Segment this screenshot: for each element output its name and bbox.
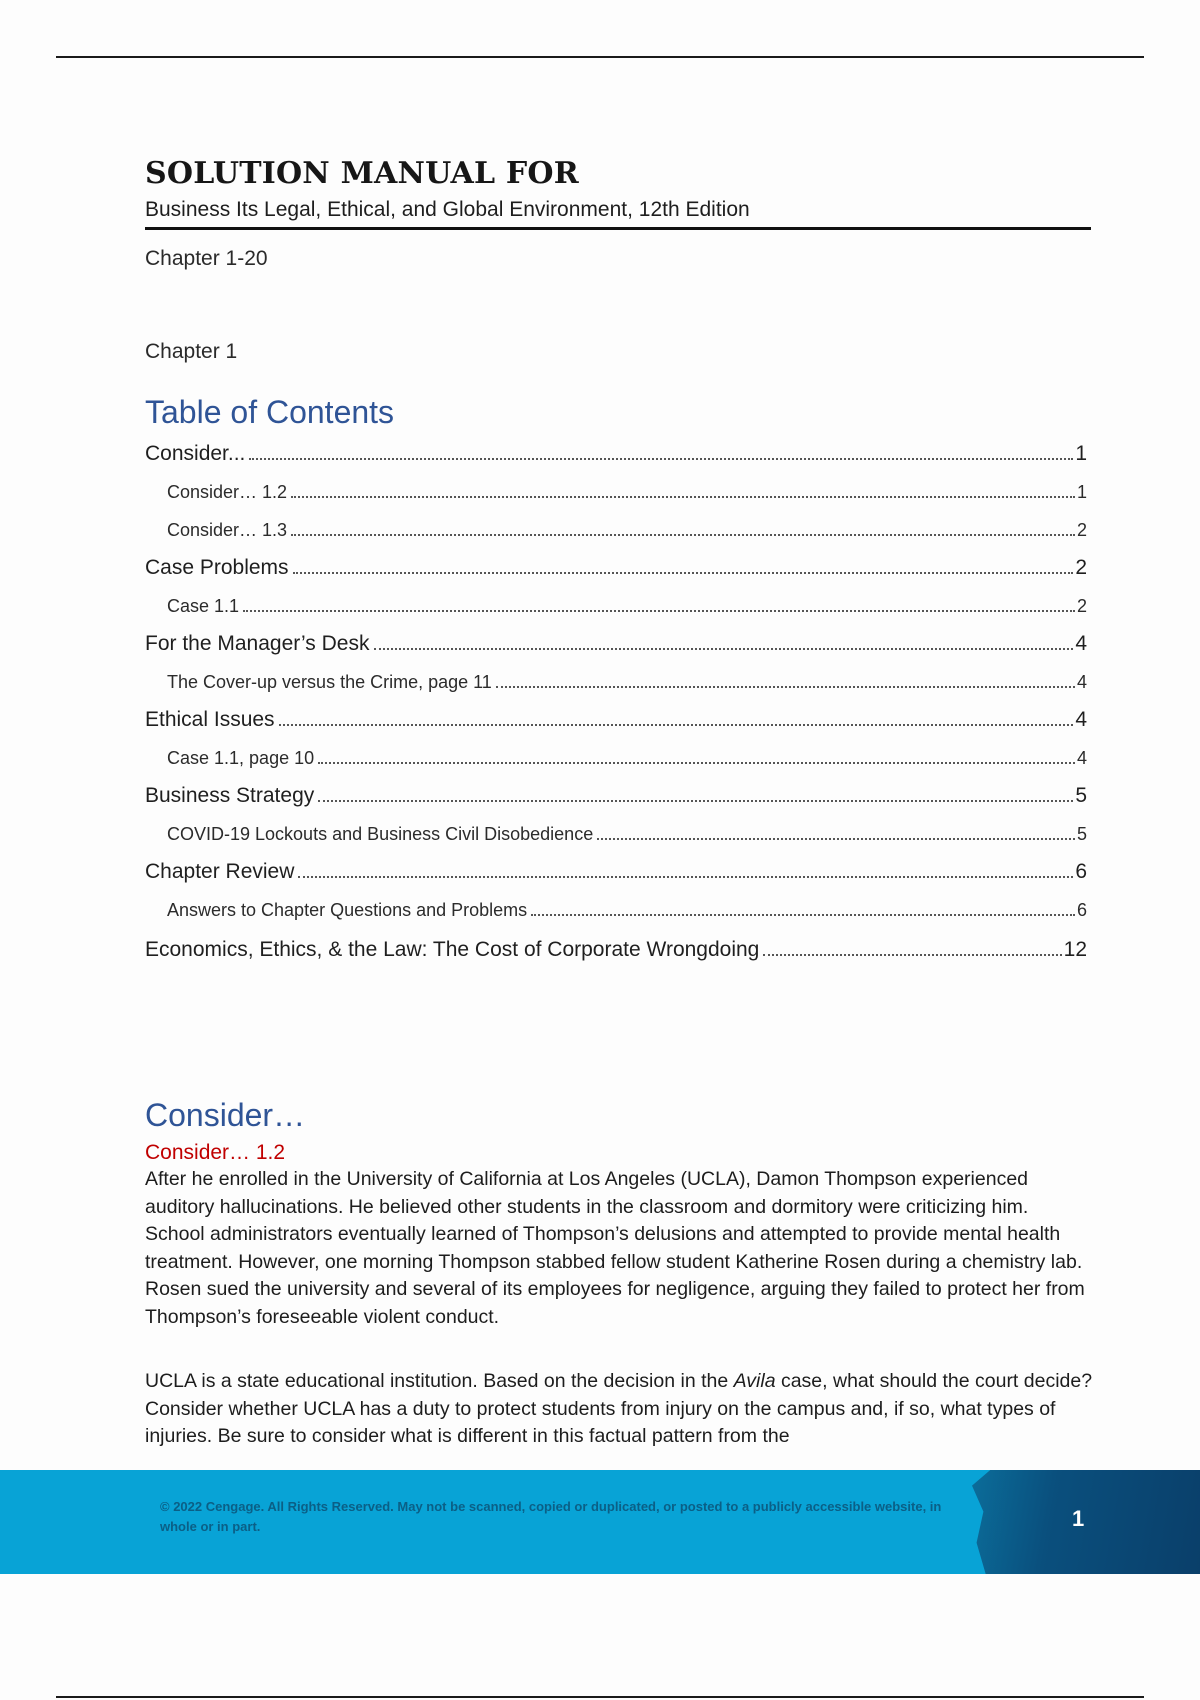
toc-entry[interactable] xyxy=(145,625,1087,663)
chapter-range: Chapter 1-20 xyxy=(145,247,268,270)
toc-entry-title: Case Problems xyxy=(145,556,289,579)
top-rule xyxy=(56,56,1144,58)
toc-entry[interactable] xyxy=(145,931,1087,969)
body-paragraph: After he enrolled in the University of California at Los Angeles (UCLA), Damon Thompson experienced auditory hallucinations. He believed other students in the classroom and dormitory were criticizing him. School administrators eventually learned of Thompson’s delusions and attempted to provide mental health treatment. However, one morning Thompson stabbed fellow student Katherine Rosen during a chemistry lab. Rosen sued the university and several of its employees for negligence, arguing they failed to protect her from Thompson’s foreseeable violent conduct. xyxy=(145,1168,1085,1328)
toc-entry-page: 2 xyxy=(1076,520,1087,540)
toc-entry[interactable] xyxy=(145,587,1087,625)
toc-entry-page: 4 xyxy=(1075,632,1087,655)
toc-leader xyxy=(291,534,1075,536)
toc-entry-page: 4 xyxy=(1076,748,1087,768)
toc-leader xyxy=(531,914,1075,916)
case-name: Avila xyxy=(733,1370,776,1392)
toc-leader xyxy=(374,648,1074,650)
toc-entry-page: 12 xyxy=(1063,938,1087,961)
body-paragraph xyxy=(145,1368,1093,1451)
toc-entry[interactable] xyxy=(145,549,1087,587)
toc-entry-title: Consider… 1.2 xyxy=(167,482,288,502)
copyright-notice: © 2022 Cengage. All Rights Reserved. May not be scanned, copied or duplicated, or posted to a publicly accessible website, in whole or in part. xyxy=(160,1499,942,1534)
toc-leader xyxy=(243,610,1075,612)
title-block xyxy=(145,156,1091,230)
toc-entry-page: 5 xyxy=(1075,784,1087,807)
page-number: 1 xyxy=(1072,1506,1085,1531)
toc-entry-page: 5 xyxy=(1076,824,1087,844)
chapter-label: Chapter 1 xyxy=(145,340,238,363)
toc-leader xyxy=(318,800,1073,802)
toc-entry[interactable] xyxy=(145,435,1087,473)
toc-entry-page: 4 xyxy=(1076,672,1087,692)
paragraph-text: case, what should the court decide? Consider whether UCLA has a duty to protect students from injury on the campus and, if so, what types of injuries. Be sure to consider what is different in this factual pattern from the xyxy=(145,1370,1093,1447)
toc-entry-page: 1 xyxy=(1075,442,1087,465)
toc-entry-title: For the Manager’s Desk xyxy=(145,632,370,655)
toc-leader xyxy=(496,686,1075,688)
page-footer xyxy=(0,1470,1200,1574)
toc-leader xyxy=(291,496,1075,498)
toc-entry-title: Economics, Ethics, & the Law: The Cost of Corporate Wrongdoing xyxy=(145,938,760,961)
toc-entry[interactable] xyxy=(145,473,1087,511)
section-subheading: Consider… 1.2 xyxy=(145,1141,286,1164)
document-title: SOLUTION MANUAL FOR xyxy=(145,156,579,191)
toc-entry[interactable] xyxy=(145,853,1087,891)
toc-entry-title: The Cover-up versus the Crime, page 11 xyxy=(167,672,492,692)
toc-entry-title: Ethical Issues xyxy=(145,708,275,731)
toc-entry-page: 1 xyxy=(1076,482,1087,502)
toc-entry[interactable] xyxy=(145,815,1087,853)
toc-leader xyxy=(293,572,1074,574)
toc-entry[interactable] xyxy=(145,891,1087,929)
toc-entry[interactable] xyxy=(145,739,1087,777)
toc-entry-title: Business Strategy xyxy=(145,784,315,807)
toc-leader xyxy=(298,876,1073,878)
document-subtitle: Business Its Legal, Ethical, and Global Environment, 12th Edition xyxy=(145,196,1091,230)
toc-entry-title: Chapter Review xyxy=(145,860,295,883)
toc-entry-title: Consider... xyxy=(145,442,246,465)
toc-entry-page: 2 xyxy=(1076,596,1087,616)
toc-entry-page: 6 xyxy=(1075,860,1087,883)
toc-entry-page: 6 xyxy=(1076,900,1087,920)
toc-heading: Table of Contents xyxy=(145,394,395,430)
bottom-rule xyxy=(56,1696,1144,1698)
toc-entry-title: Consider… 1.3 xyxy=(167,520,288,540)
toc-entry-title: Case 1.1, page 10 xyxy=(167,748,315,768)
toc-entry-title: COVID-19 Lockouts and Business Civil Disobedience xyxy=(167,824,594,844)
toc-entry-title: Case 1.1 xyxy=(167,596,240,616)
table-of-contents xyxy=(145,435,1087,969)
toc-entry[interactable] xyxy=(145,701,1087,739)
toc-entry-page: 2 xyxy=(1075,556,1087,579)
toc-entry[interactable] xyxy=(145,777,1087,815)
section-heading: Consider… xyxy=(145,1097,306,1133)
toc-entry-title: Answers to Chapter Questions and Problems xyxy=(167,900,528,920)
footer-brush-graphic xyxy=(972,1470,1200,1574)
toc-leader xyxy=(597,838,1075,840)
toc-leader xyxy=(318,762,1075,764)
toc-leader xyxy=(763,954,1061,956)
toc-leader xyxy=(279,724,1074,726)
toc-leader xyxy=(249,458,1073,460)
paragraph-text: UCLA is a state educational institution. Based on the decision in the xyxy=(145,1370,734,1392)
toc-entry-page: 4 xyxy=(1075,708,1087,731)
toc-entry[interactable] xyxy=(145,663,1087,701)
toc-entry[interactable] xyxy=(145,511,1087,549)
